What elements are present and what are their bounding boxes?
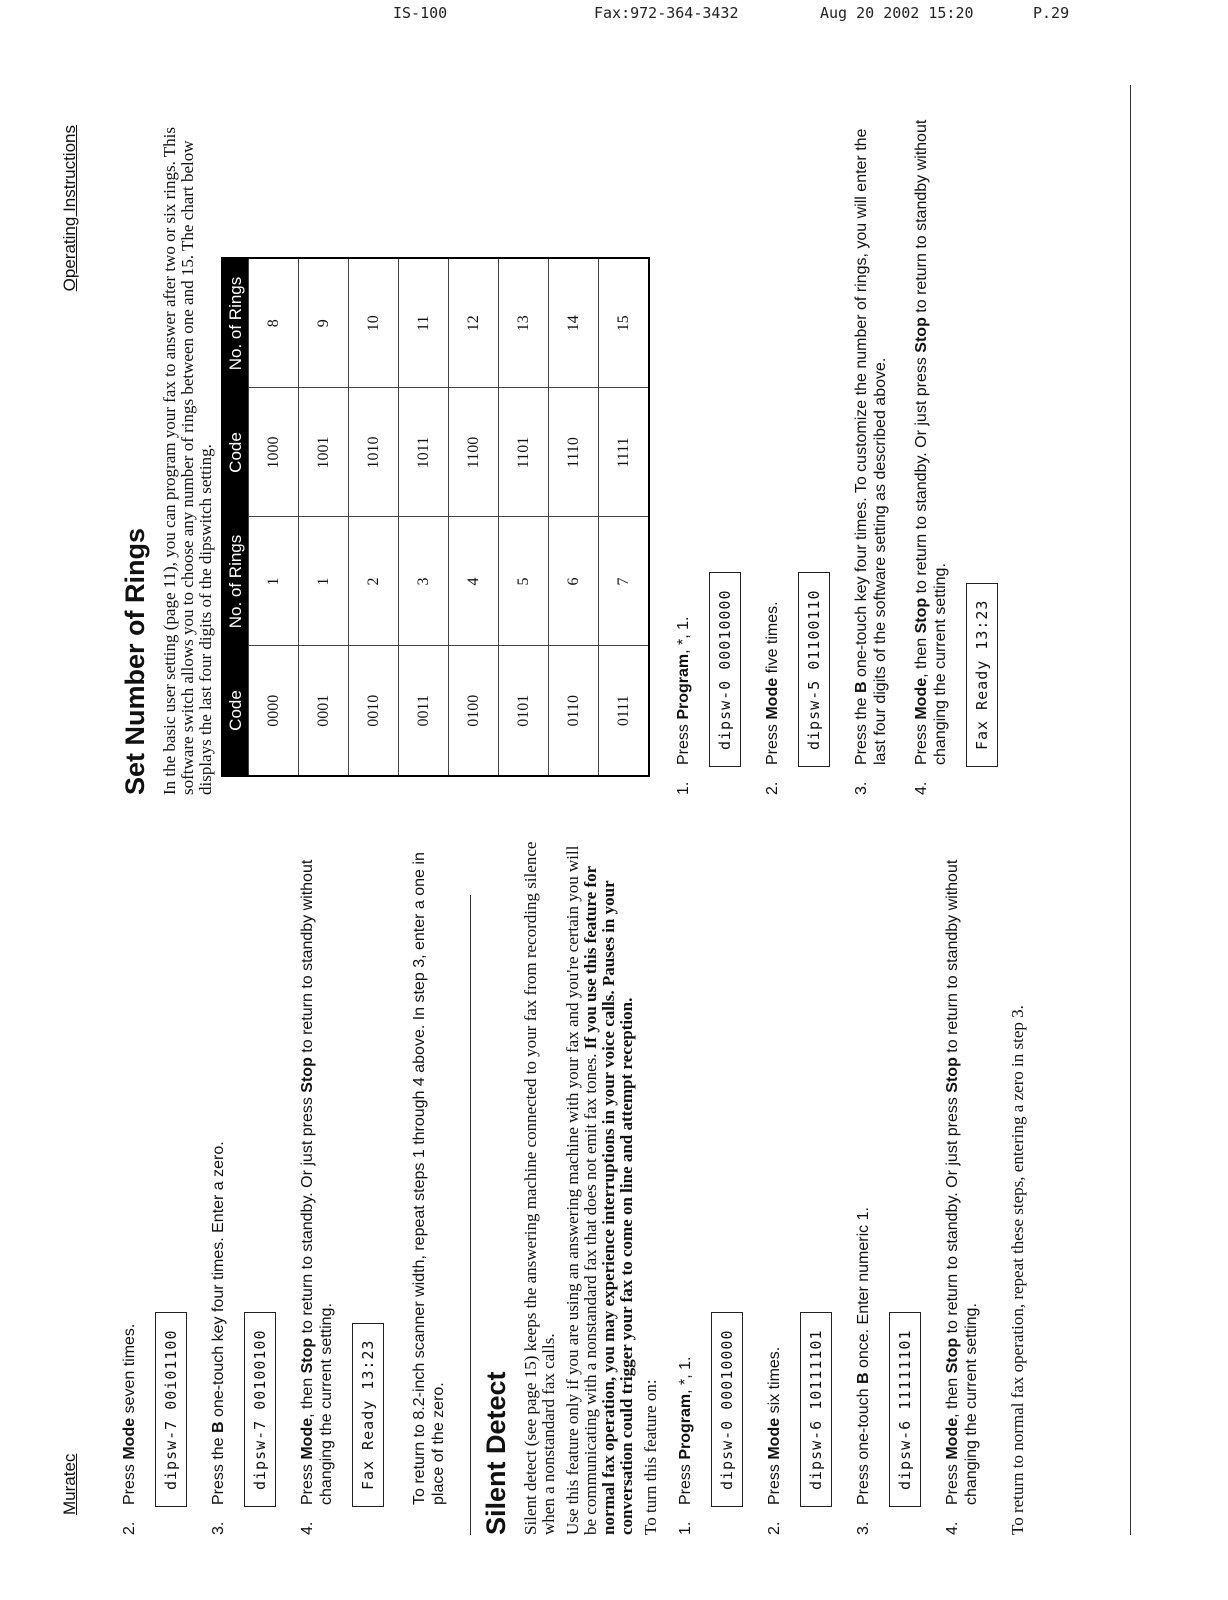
rings-table-body <box>249 258 650 776</box>
rings-header-cell: Code <box>222 388 249 517</box>
set-rings-intro: In the basic user setting (page 11), you can program your fax to answer after two or six rings. This software switch allows you to choose any number of rings between one and 15. The chart below displays the last four digits of the dipswitch setting. <box>160 126 215 795</box>
table-cell: 0010 <box>349 646 399 776</box>
step-key: Stop <box>913 597 930 634</box>
step-number: 4. <box>913 781 930 795</box>
brand-label: Muratec <box>60 1453 79 1515</box>
table-row <box>599 258 650 776</box>
step-text: , *, 1. <box>677 1356 694 1394</box>
lcd-display: dipsw-7 00i01100 <box>155 1313 187 1508</box>
set-rings-title: Set Number of Rings <box>120 527 150 795</box>
step-number: 2. <box>121 1521 138 1535</box>
rings-step-2 <box>763 115 852 795</box>
table-cell: 1100 <box>449 388 499 517</box>
lcd-display: Fax Ready 13:23 <box>966 583 998 767</box>
table-cell: 1001 <box>299 388 349 517</box>
step-text: , then <box>299 1373 316 1418</box>
step-key: Mode <box>299 1417 316 1460</box>
left-step-text <box>120 835 139 1535</box>
bottom-rule <box>1130 85 1131 1535</box>
table-cell: 12 <box>449 258 499 388</box>
silent-step-3 <box>854 835 943 1535</box>
table-cell: 3 <box>399 517 449 646</box>
lcd-display: dipsw-0 00010000 <box>711 1313 743 1508</box>
table-cell: 11 <box>399 258 449 388</box>
table-cell: 1011 <box>399 388 449 517</box>
left-step-text <box>298 835 336 1535</box>
rings-step-text <box>912 115 950 795</box>
table-cell: 1111 <box>599 388 650 517</box>
rings-header-cell: No. of Rings <box>222 258 249 388</box>
rings-step-3 <box>852 115 912 795</box>
table-cell: 10 <box>349 258 399 388</box>
left-step-3 <box>298 835 406 1535</box>
left-step-text <box>209 835 228 1535</box>
step-key: Mode <box>944 1417 961 1460</box>
step-text: one-touch key four times. Enter a zero. <box>210 1141 227 1422</box>
step-key: Program <box>677 1393 694 1460</box>
table-cell: 1101 <box>499 388 549 517</box>
silent-detect-p2 <box>564 835 636 1535</box>
table-cell: 15 <box>599 258 650 388</box>
rings-table-header <box>222 258 249 776</box>
table-cell: 9 <box>299 258 349 388</box>
table-cell: 1000 <box>249 388 299 517</box>
section-label: Operating Instructions <box>60 125 79 292</box>
lcd-wrapper <box>790 115 852 767</box>
step-text: to return to standby. Or just press <box>913 352 930 598</box>
set-rings-steps <box>674 115 1020 795</box>
rings-table <box>221 257 650 777</box>
silent-detect-p2-normal: Use this feature only if you are using an answering machine with your fax and you're certain you will be communicating with a nonstandard fax that does not emit fax tones. <box>563 845 600 1535</box>
step-text: Press <box>913 719 930 765</box>
silent-detect-steps <box>676 835 1003 1535</box>
table-cell: 0111 <box>599 646 650 776</box>
silent-detect-p3: To turn this feature on: <box>641 1379 660 1535</box>
table-row <box>499 258 549 776</box>
step-number: 3. <box>853 781 870 795</box>
step-number: 1. <box>677 1521 694 1535</box>
step-text: seven times. <box>121 1323 138 1418</box>
silent-step-text <box>765 835 784 1535</box>
table-cell: 0110 <box>549 646 599 776</box>
step-key: Mode <box>121 1417 138 1460</box>
rings-step-text <box>674 115 693 795</box>
step-text: six times. <box>766 1346 783 1418</box>
step-text: Press <box>766 1459 783 1505</box>
rotated-manual-page <box>60 85 1180 1535</box>
step-number: 4. <box>944 1521 961 1535</box>
silent-detect-final: To return to normal fax operation, repeat these steps, entering a zero in step 3. <box>1008 1005 1027 1535</box>
silent-step-4 <box>943 835 1003 1535</box>
step-key: Program <box>675 653 692 720</box>
fax-page: P.29 <box>1033 4 1070 22</box>
silent-detect-title: Silent Detect <box>481 1371 511 1535</box>
lcd-wrapper <box>147 835 209 1507</box>
step-number: 1. <box>675 781 692 795</box>
table-cell: 5 <box>499 517 549 646</box>
silent-step-text <box>854 835 873 1535</box>
step-text: Press <box>764 719 781 765</box>
step-text: Press <box>675 719 692 765</box>
rings-header-cell: Code <box>222 646 249 776</box>
step-key: Stop <box>944 1337 961 1374</box>
lcd-wrapper <box>792 835 854 1507</box>
table-row <box>549 258 599 776</box>
step-spacer <box>898 115 912 795</box>
table-cell: 14 <box>549 258 599 388</box>
lcd-wrapper <box>344 835 406 1507</box>
step-text: Press <box>299 1459 316 1505</box>
step-text: Press one-touch <box>855 1384 872 1505</box>
step-text: five times. <box>764 601 781 678</box>
step-text: , *, 1. <box>675 616 692 654</box>
step-text: to return to standby without changing the current setting. <box>299 859 335 1505</box>
step-number: 3. <box>855 1521 872 1535</box>
lcd-display: dipsw-6 11111101 <box>889 1313 921 1508</box>
table-cell: 1110 <box>549 388 599 517</box>
step-key: Mode <box>913 677 930 720</box>
table-cell: 1 <box>249 517 299 646</box>
lcd-display: dipsw-6 10111101 <box>800 1313 832 1508</box>
step-number: 2. <box>764 781 781 795</box>
step-key: Stop <box>299 1057 316 1093</box>
step-key: Stop <box>299 1337 316 1374</box>
lcd-display: dipsw-0 00010000 <box>709 573 741 768</box>
lcd-display: dipsw-7 00100100 <box>244 1313 276 1508</box>
table-cell: 8 <box>249 258 299 388</box>
silent-detect-p1: Silent detect (see page 15) keeps the answering machine connected to your fax from recording silence when a nonstandard fax calls. <box>521 841 558 1535</box>
section-divider <box>470 895 471 1535</box>
step-text: Press <box>677 1459 694 1505</box>
step-key: Mode <box>764 677 781 720</box>
step-text: one-touch key four times. To customize the number of rings, you will enter the last four digits of the software setting as described above. <box>853 128 889 765</box>
step-key: B <box>853 681 870 693</box>
table-cell: 0001 <box>299 646 349 776</box>
step-spacer <box>989 835 1003 1535</box>
left-step-2 <box>209 835 298 1535</box>
table-cell: 13 <box>499 258 549 388</box>
step-number: 3. <box>210 1521 227 1535</box>
table-cell: 6 <box>549 517 599 646</box>
silent-step-text <box>676 835 695 1535</box>
step-text: to return to standby. Or just press <box>944 1092 961 1338</box>
step-text: , then <box>944 1373 961 1418</box>
table-row <box>249 258 299 776</box>
lcd-display: dipsw-5 01100110 <box>798 573 830 768</box>
table-cell: 2 <box>349 517 399 646</box>
left-step-1 <box>120 835 209 1535</box>
step-text: , then <box>913 633 930 678</box>
table-cell: 7 <box>599 517 650 646</box>
left-column <box>120 835 1033 1535</box>
step-text: once. Enter numeric 1. <box>855 1207 872 1373</box>
table-row <box>449 258 499 776</box>
silent-step-text <box>943 835 981 1535</box>
step-key: Stop <box>913 317 930 353</box>
rings-step-1 <box>674 115 763 795</box>
lcd-wrapper <box>958 115 1020 767</box>
table-cell: 4 <box>449 517 499 646</box>
rings-header-cell: No. of Rings <box>222 517 249 646</box>
step-text: to return to standby without changing the current setting. <box>913 119 949 765</box>
step-text: Press the <box>853 692 870 765</box>
table-cell: 0101 <box>499 646 549 776</box>
scanner-width-note: To return to 8.2-inch scanner width, repeat steps 1 through 4 above. In step 3, enter a one in place of the zero. <box>411 852 447 1505</box>
table-cell: 0100 <box>449 646 499 776</box>
table-cell: 0011 <box>399 646 449 776</box>
table-cell: 1 <box>299 517 349 646</box>
step-key: B <box>855 1372 872 1385</box>
fax-transmission-header <box>0 4 1228 26</box>
rings-step-text <box>763 115 782 795</box>
silent-step-2 <box>765 835 854 1535</box>
lcd-wrapper <box>703 835 765 1507</box>
rings-step-text <box>852 115 890 795</box>
lcd-wrapper <box>701 115 763 767</box>
step-text: to return to standby without changing the current setting. <box>944 859 980 1505</box>
step-number: 2. <box>766 1521 783 1535</box>
step-key: Mode <box>766 1417 783 1460</box>
lcd-wrapper <box>881 835 943 1507</box>
fax-date: Aug 20 2002 15:20 <box>820 4 974 22</box>
table-row <box>349 258 399 776</box>
step-number: 4. <box>299 1521 316 1535</box>
left-steps-top <box>120 835 406 1535</box>
fax-number: Fax:972-364-3432 <box>594 4 739 22</box>
table-row <box>399 258 449 776</box>
step-key: B <box>210 1421 227 1433</box>
silent-step-1 <box>676 835 765 1535</box>
step-key: Stop <box>944 1057 961 1093</box>
table-row <box>299 258 349 776</box>
silent-detect-warning: If you use this feature for normal fax operation, you may experience interruptions in your voice calls. Pauses in your conversation could trigger your fax to come on line and attempt reception. <box>581 866 636 1535</box>
lcd-wrapper <box>236 835 298 1507</box>
step-text: Press the <box>210 1432 227 1505</box>
step-text: Press <box>944 1459 961 1505</box>
fax-id: IS-100 <box>393 4 448 22</box>
table-cell: 0000 <box>249 646 299 776</box>
step-text: Press <box>121 1459 138 1505</box>
right-column <box>120 115 1020 795</box>
step-text: to return to standby. Or just press <box>299 1092 316 1338</box>
rings-step-4 <box>912 115 1020 795</box>
lcd-display: Fax Ready 13:23 <box>352 1323 384 1507</box>
table-cell: 1010 <box>349 388 399 517</box>
